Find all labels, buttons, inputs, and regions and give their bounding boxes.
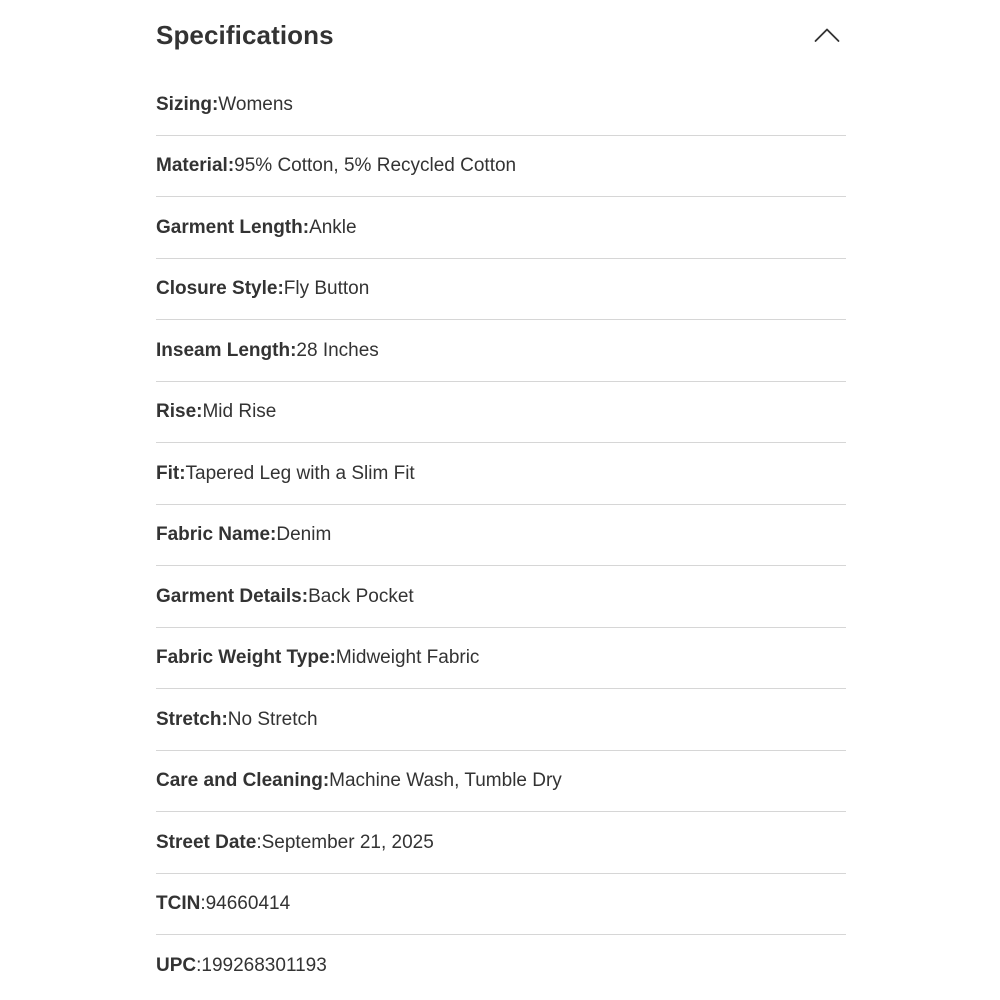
spec-label: Garment Details <box>156 585 302 607</box>
chevron-up-icon[interactable] <box>812 20 842 50</box>
spec-label: UPC <box>156 955 197 977</box>
spec-label: Fabric Name <box>156 524 271 546</box>
spec-value: Womens <box>218 93 293 115</box>
spec-label: Fit <box>156 462 180 484</box>
spec-row-rise <box>156 382 846 444</box>
spec-value: 28 Inches <box>296 339 379 361</box>
spec-value: Mid Rise <box>202 401 277 423</box>
specifications-list <box>156 74 846 997</box>
spec-label: Care and Cleaning <box>156 770 323 792</box>
spec-row-garment-details <box>156 566 846 628</box>
spec-label: Stretch <box>156 708 222 730</box>
spec-separator: : <box>196 955 202 977</box>
spec-value: Fly Button <box>283 278 370 300</box>
spec-separator: : <box>277 278 284 300</box>
spec-label: Garment Length <box>156 216 303 238</box>
spec-separator: : <box>196 401 203 423</box>
spec-row-stretch <box>156 689 846 751</box>
spec-label: Street Date <box>156 831 257 853</box>
spec-label: Inseam Length <box>156 339 291 361</box>
specifications-title: Specifications <box>156 19 334 50</box>
spec-separator: : <box>179 462 186 484</box>
spec-separator: : <box>290 339 297 361</box>
spec-label: Rise <box>156 401 197 423</box>
spec-value: Ankle <box>309 216 357 238</box>
spec-value: Tapered Leg with a Slim Fit <box>185 462 415 484</box>
spec-value: Denim <box>276 524 332 546</box>
spec-row-closure-style <box>156 259 846 321</box>
spec-separator: : <box>211 93 219 115</box>
spec-value: 94660414 <box>205 893 291 915</box>
spec-separator: : <box>200 893 206 915</box>
spec-row-sizing <box>156 74 846 136</box>
spec-row-street-date <box>156 812 846 874</box>
spec-value: 199268301193 <box>201 955 327 977</box>
spec-separator: : <box>256 831 262 853</box>
spec-row-tcin <box>156 874 846 936</box>
spec-value: Back Pocket <box>308 585 414 607</box>
spec-value: Machine Wash, Tumble Dry <box>329 770 562 792</box>
spec-row-upc <box>156 935 846 997</box>
spec-row-garment-length <box>156 197 846 259</box>
spec-value: No Stretch <box>227 708 318 730</box>
specifications-accordion-header[interactable] <box>156 0 846 74</box>
spec-row-fabric-weight-type <box>156 628 846 690</box>
spec-row-material <box>156 136 846 198</box>
spec-label: TCIN <box>156 893 201 915</box>
spec-row-inseam-length <box>156 320 846 382</box>
spec-value: September 21, 2025 <box>261 831 434 853</box>
spec-label: Sizing <box>156 93 212 115</box>
spec-separator: : <box>227 155 235 177</box>
spec-separator: : <box>302 216 310 238</box>
spec-value: Midweight Fabric <box>335 647 480 669</box>
spec-separator: : <box>329 647 336 669</box>
spec-label: Material <box>156 155 228 177</box>
spec-label: Closure Style <box>156 278 278 300</box>
spec-label: Fabric Weight Type <box>156 647 330 669</box>
spec-separator: : <box>322 770 330 792</box>
spec-row-fabric-name <box>156 505 846 567</box>
spec-separator: : <box>301 585 309 607</box>
spec-row-fit <box>156 443 846 505</box>
specifications-panel <box>156 0 846 997</box>
spec-row-care-and-cleaning <box>156 751 846 813</box>
spec-separator: : <box>221 708 228 730</box>
spec-value: 95% Cotton, 5% Recycled Cotton <box>234 155 517 177</box>
spec-separator: : <box>270 524 277 546</box>
